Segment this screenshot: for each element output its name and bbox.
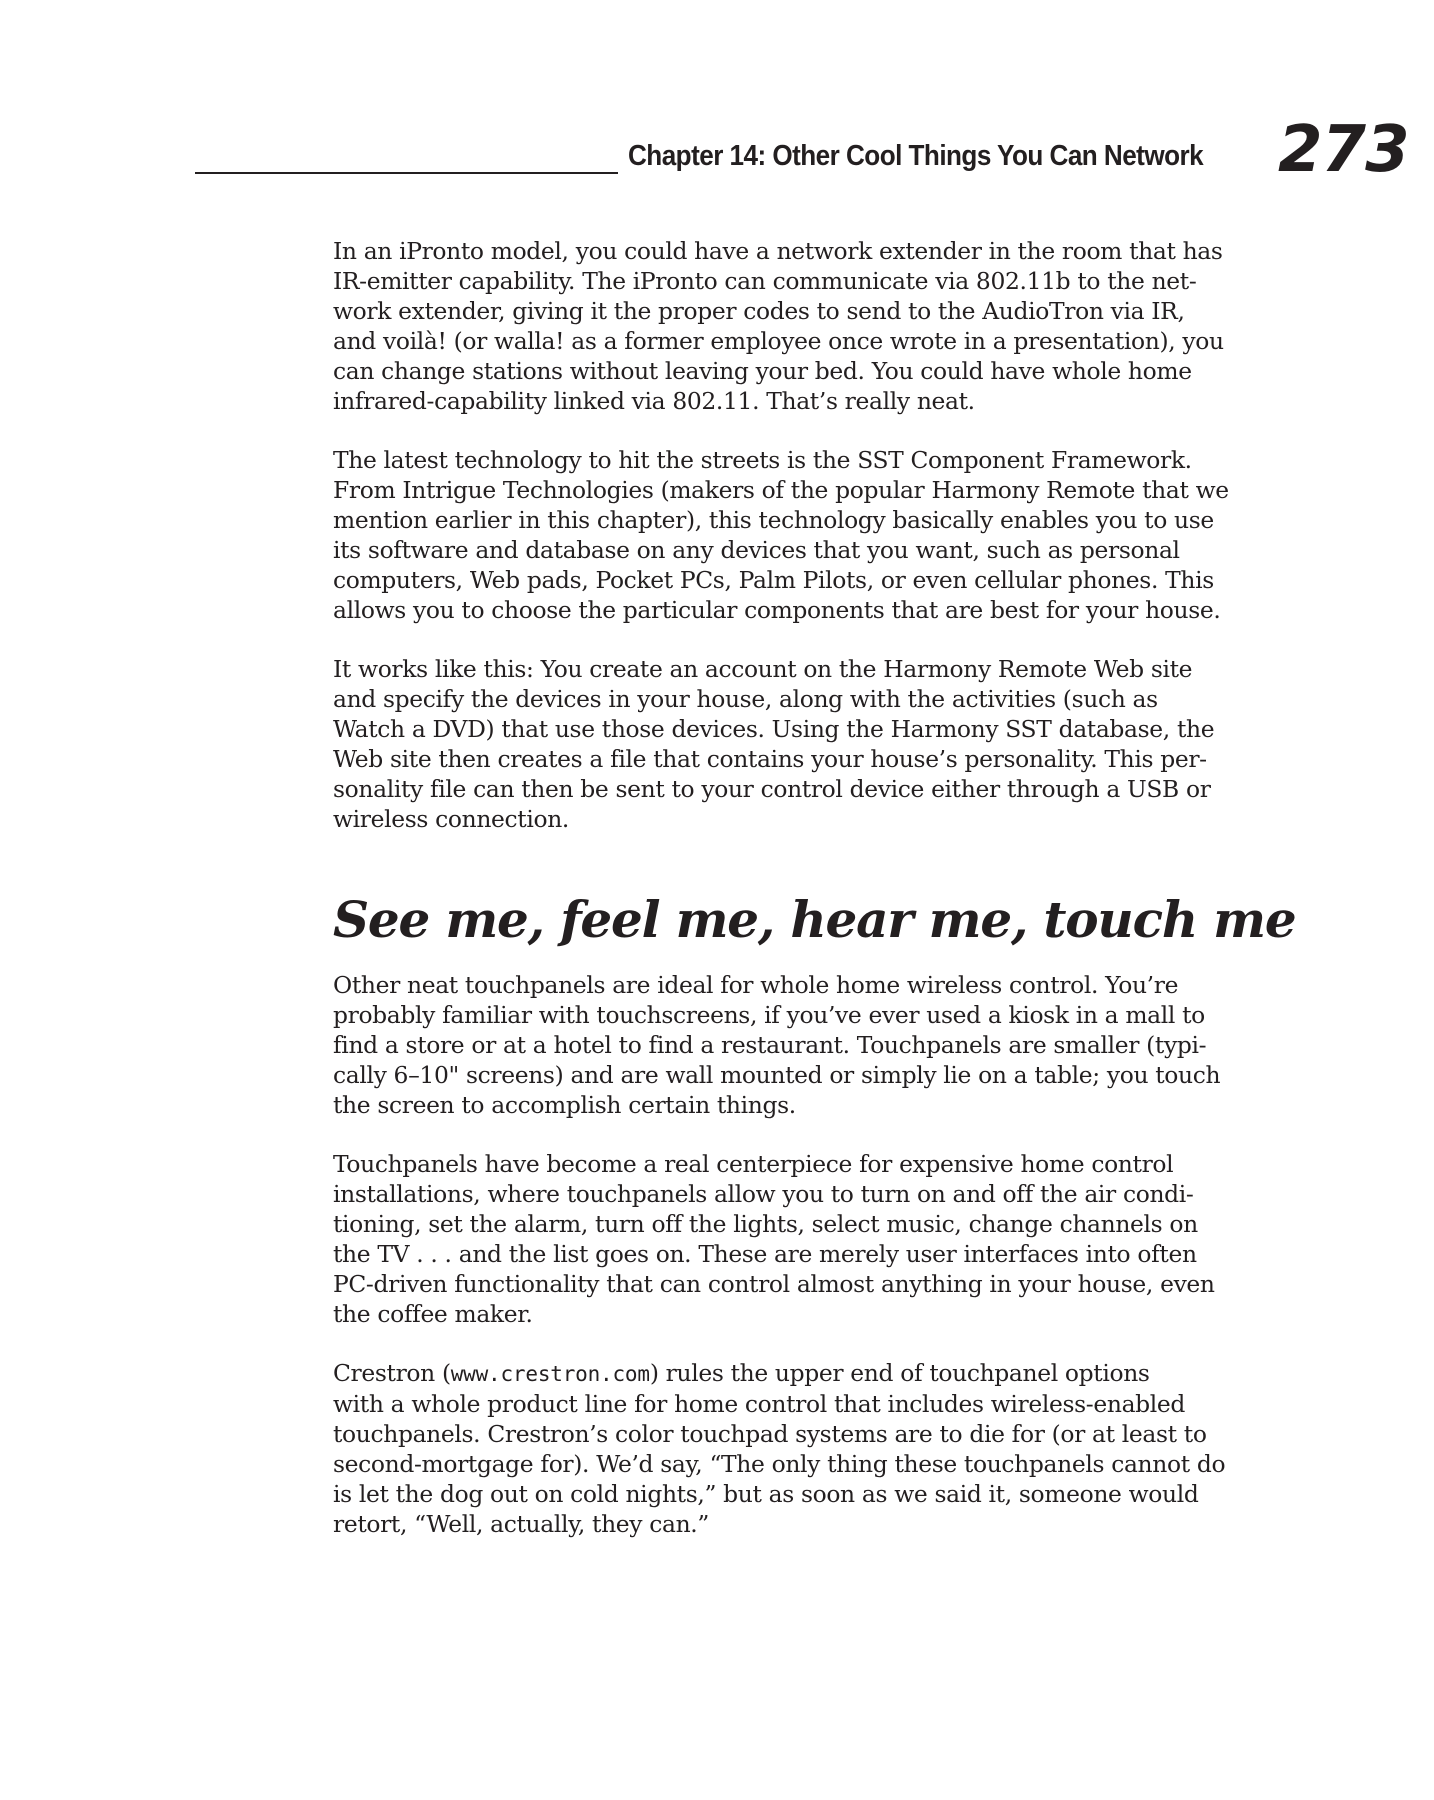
text-line: From Intrigue Technologies (makers of the popular Harmony Remote that we xyxy=(333,476,1229,504)
text-line: probably familiar with touchscreens, if you’ve ever used a kiosk in a mall to xyxy=(333,1001,1205,1029)
text-line: find a store or at a hotel to find a restaurant. Touchpanels are smaller (typi- xyxy=(333,1031,1207,1059)
text-line: Other neat touchpanels are ideal for whole home wireless control. You’re xyxy=(333,971,1179,999)
crestron-text-after-url: ) rules the upper end of touchpanel options xyxy=(649,1359,1150,1387)
text-line: cally 6–10" screens) and are wall mounted or simply lie on a table; you touch xyxy=(333,1061,1221,1089)
text-line: It works like this: You create an account on the Harmony Remote Web site xyxy=(333,655,1193,683)
text-line: mention earlier in this chapter), this technology basically enables you to use xyxy=(333,506,1214,534)
text-line: PC-driven functionality that can control almost anything in your house, even xyxy=(333,1270,1215,1298)
text-line: Touchpanels have become a real centerpiece for expensive home control xyxy=(333,1150,1174,1178)
page-number: 273 xyxy=(1278,113,1409,187)
crestron-text-before-url: Crestron ( xyxy=(333,1359,451,1387)
crestron-url: www.crestron.com xyxy=(450,1362,650,1386)
paragraph-crestron xyxy=(333,1358,1253,1539)
paragraph-sst-framework xyxy=(333,445,1253,625)
paragraph-ipronto xyxy=(333,236,1253,416)
text-line: work extender, giving it the proper codes to send to the AudioTron via IR, xyxy=(333,297,1185,325)
text-line: Watch a DVD) that use those devices. Using the Harmony SST database, the xyxy=(333,715,1215,743)
text-line: sonality file can then be sent to your control device either through a USB or xyxy=(333,775,1211,803)
text-line xyxy=(333,1358,1253,1389)
text-line: The latest technology to hit the streets is the SST Component Framework. xyxy=(333,446,1192,474)
page-body xyxy=(333,236,1296,1568)
text-line: can change stations without leaving your bed. You could have whole home xyxy=(333,357,1192,385)
section-heading: See me, feel me, hear me, touch me xyxy=(333,890,1296,949)
text-line: wireless connection. xyxy=(333,805,570,833)
text-line: infrared-capability linked via 802.11. That’s really neat. xyxy=(333,387,975,415)
text-line: second-mortgage for). We’d say, “The only thing these touchpanels cannot do xyxy=(333,1450,1226,1478)
header-rule xyxy=(195,172,618,174)
text-line: computers, Web pads, Pocket PCs, Palm Pilots, or even cellular phones. This xyxy=(333,566,1214,594)
text-line: with a whole product line for home control that includes wireless-enabled xyxy=(333,1390,1186,1418)
text-line: installations, where touchpanels allow you to turn on and off the air condi- xyxy=(333,1180,1194,1208)
paragraph-touchpanels-centerpiece xyxy=(333,1149,1253,1329)
text-line: touchpanels. Crestron’s color touchpad systems are to die for (or at least to xyxy=(333,1420,1207,1448)
text-line: IR-emitter capability. The iPronto can communicate via 802.11b to the net- xyxy=(333,267,1197,295)
paragraph-touchpanels-intro xyxy=(333,970,1253,1120)
text-line: its software and database on any devices that you want, such as personal xyxy=(333,536,1180,564)
text-line: retort, “Well, actually, they can.” xyxy=(333,1510,709,1538)
text-line: Web site then creates a file that contains your house’s personality. This per- xyxy=(333,745,1207,773)
text-line: the coffee maker. xyxy=(333,1300,533,1328)
text-line: and voilà! (or walla! as a former employee once wrote in a presentation), you xyxy=(333,327,1224,355)
text-line: allows you to choose the particular components that are best for your house. xyxy=(333,596,1221,624)
text-line: tioning, set the alarm, turn off the lights, select music, change channels on xyxy=(333,1210,1198,1238)
chapter-title: Chapter 14: Other Cool Things You Can Network xyxy=(628,140,1204,172)
text-line: the screen to accomplish certain things. xyxy=(333,1091,796,1119)
text-line: and specify the devices in your house, along with the activities (such as xyxy=(333,685,1158,713)
text-line: In an iPronto model, you could have a network extender in the room that has xyxy=(333,237,1223,265)
paragraph-harmony-account xyxy=(333,654,1253,834)
text-line: is let the dog out on cold nights,” but as soon as we said it, someone would xyxy=(333,1480,1199,1508)
text-line: the TV . . . and the list goes on. These are merely user interfaces into often xyxy=(333,1240,1197,1268)
